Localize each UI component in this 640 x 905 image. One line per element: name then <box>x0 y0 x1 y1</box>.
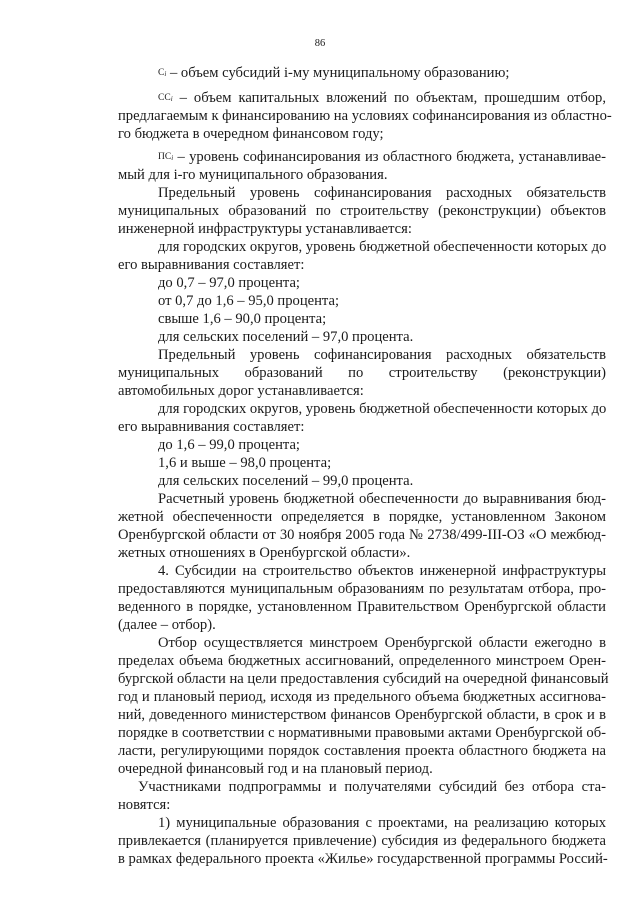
text-line: для сельских поселений – 99,0 процента. <box>158 473 414 489</box>
text-line: автомобильных дорог устанавливается: <box>118 383 364 399</box>
text-line: веденного в порядке, установленном Правительством Оренбургской области <box>118 599 606 615</box>
text-line: год и плановый период, исходя из предельного объема бюджетных ассигнова- <box>118 689 606 705</box>
text-line: (далее – отбор). <box>118 617 216 633</box>
variable-ci: $С_i$ <box>158 68 167 78</box>
text-line: его выравнивания составляет: <box>118 257 305 273</box>
text-line: предоставляются муниципальным образованиям по результатам отбора, про- <box>118 581 606 597</box>
text-line: ний, доведенного министерством финансов Оренбургской области, в срок и в <box>118 707 606 723</box>
text-line: для городских округов, уровень бюджетной обеспеченности которых до <box>158 401 607 417</box>
text-line: Отбор осуществляется минстроем Оренбургской области ежегодно в <box>158 635 606 651</box>
text-line: Участниками подпрограммы и получателями субсидий без отбора ста- <box>138 779 606 795</box>
text-line: до 1,6 – 99,0 процента; <box>158 437 300 453</box>
text-line: 1) муниципальные образования с проектами, на реализацию которых <box>158 815 606 831</box>
text-line: жетной обеспеченности определяется в порядке, установленном Законом <box>118 509 606 525</box>
text-line: пределах объема бюджетных ассигнований, определенного минстроем Орен- <box>118 653 606 669</box>
definition-line-cci: $СС_i$ – объем капитальных вложений по объектам, прошедшим отбор, <box>158 90 606 106</box>
text-line: привлекается (планируется привлечение) субсидия из федерального бюджета <box>118 833 606 849</box>
text-line: мый для i-го муниципального образования. <box>118 167 388 183</box>
text-line: в рамках федерального проекта «Жилье» государственной программы Россий- <box>118 851 608 867</box>
text-line: инженерной инфраструктуры устанавливается: <box>118 221 412 237</box>
text-line: его выравнивания составляет: <box>118 419 305 435</box>
definition-line-psi: $ПС_i$ – уровень софинансирования из областного бюджета, устанавливае- <box>158 149 606 165</box>
text-line: для городских округов, уровень бюджетной обеспеченности которых до <box>158 239 607 255</box>
variable-cci: $СС_i$ <box>158 93 173 103</box>
text-line: свыше 1,6 – 90,0 процента; <box>158 311 327 327</box>
text-line: Расчетный уровень бюджетной обеспеченности до выравнивания бюд- <box>158 491 606 507</box>
definition-line-ci: $С_i$ – объем субсидий i-му муниципальному образованию; <box>158 65 510 81</box>
text-line: муниципальных образований по строительству (реконструкции) <box>118 365 606 381</box>
text-line: Предельный уровень софинансирования расходных обязательств <box>158 347 606 363</box>
text-line: очередной финансовый год и на плановый период. <box>118 761 433 777</box>
text-line: для сельских поселений – 97,0 процента. <box>158 329 414 345</box>
text-line: новятся: <box>118 797 171 813</box>
text-line: бургской области на цели предоставления субсидий на очередной финансовый <box>118 671 609 687</box>
text-line: муниципальных образований по строительству (реконструкции) объектов <box>118 203 606 219</box>
text-line: жетных отношениях в Оренбургской области». <box>118 545 411 561</box>
text-line: Оренбургской области от 30 ноября 2005 года № 2738/499-III-ОЗ «О межбюд- <box>118 527 606 543</box>
page-number: 86 <box>314 38 326 49</box>
text-line: ласти, регулирующими порядок составления проекта областного бюджета на <box>118 743 606 759</box>
text-line: Предельный уровень софинансирования расходных обязательств <box>158 185 606 201</box>
text-line: 4. Субсидии на строительство объектов инженерной инфраструктуры <box>158 563 606 579</box>
text-line: предлагаемым к финансированию на условиях софинансирования из областно- <box>118 108 612 124</box>
text-line: до 0,7 – 97,0 процента; <box>158 275 300 291</box>
text-line: го бюджета в очередном финансовом году; <box>118 126 384 142</box>
text-line: от 0,7 до 1,6 – 95,0 процента; <box>158 293 340 309</box>
variable-psi: $ПС_i$ <box>158 152 174 162</box>
text-line: 1,6 и выше – 98,0 процента; <box>158 455 332 471</box>
text-line: порядке в соответствии с нормативными правовыми актами Оренбургской об- <box>118 725 606 741</box>
